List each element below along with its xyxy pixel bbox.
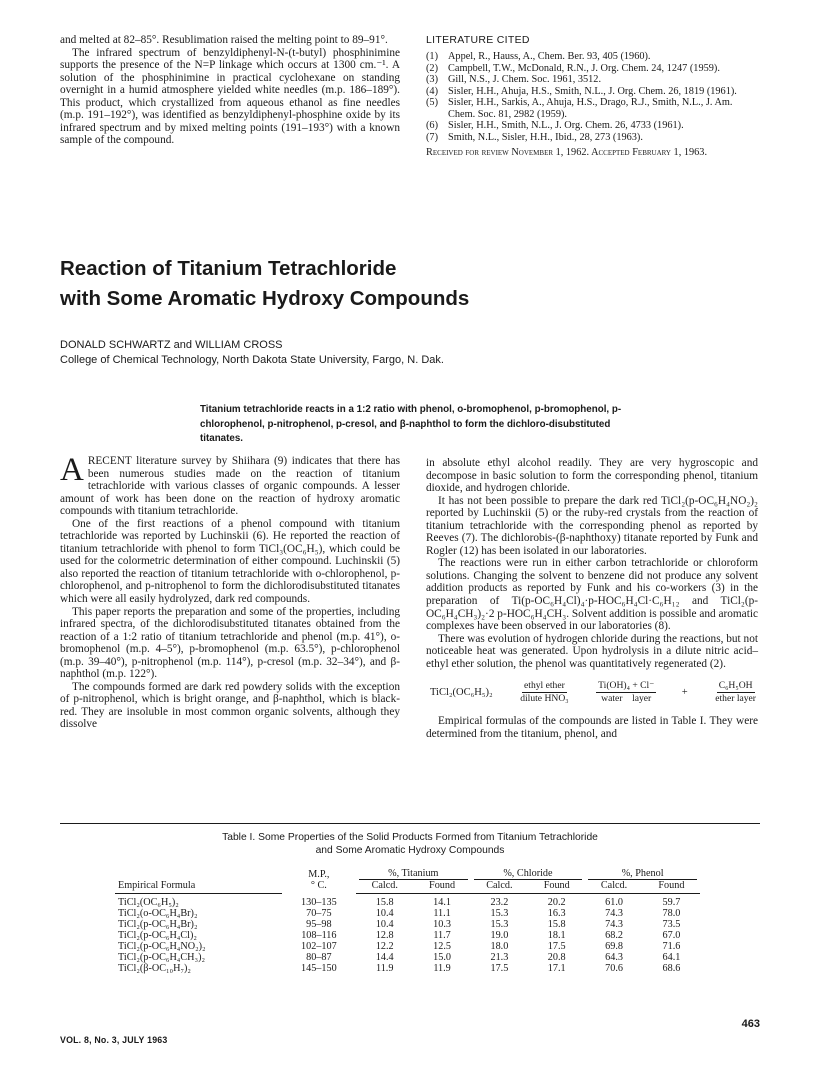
found-header: Found <box>643 880 700 894</box>
reference-text: Sisler, H.H., Smith, N.L., J. Org. Chem. 26, 4733 (1961). <box>448 120 684 131</box>
calcd-header: Calcd. <box>585 880 643 894</box>
equation-water: water <box>601 693 623 705</box>
cell-ph-found: 67.0 <box>662 930 681 941</box>
table-caption <box>60 831 760 857</box>
reference-item <box>426 63 758 75</box>
reference-text: Sisler, H.H., Ahuja, H.S., Smith, N.L., J. Org. Chem. 26, 1819 (1961). <box>448 85 737 97</box>
cell-ti-calcd: 10.4 <box>375 908 394 919</box>
reference-number: (5) <box>426 97 439 108</box>
table-row <box>115 908 700 919</box>
reference-number: (7) <box>426 131 439 143</box>
reference-number: (1) <box>426 51 439 62</box>
cell-cl-calcd: 15.3 <box>490 919 509 930</box>
hydrolysis-equation <box>430 680 758 705</box>
cell-ti-calcd: 10.4 <box>375 919 394 930</box>
literature-cited <box>426 34 758 158</box>
table-row <box>115 930 700 941</box>
cell-formula: TiCl₂(p-OC₆H₄Cl)₂ <box>118 930 197 941</box>
body-paragraph: The reactions were run in either carbon tetrachloride or chloroform solutions. Changing the solvent to benzene did not produce any solvent addition products as reported by Funk and his co-workers (3) in the preparation of Ti(p-OC₆H₄Cl)₄·p-HOC₆H₄Cl·C₆H₁₂ and TiCl₂(p-OC₆H₄CH₃)₂·2 p-HOC₆H₄CH₃. Solvent addition is possible and aromatic complexes have been observed in our laboratories (8). <box>426 557 758 633</box>
body-paragraph: Empirical formulas of the compounds are listed in Table I. They were determined from the titanium, phenol, and <box>426 715 758 740</box>
cell-ph-found: 78.0 <box>662 908 681 919</box>
cell-formula: TiCl₂(β-OC₁₀H₇)₂ <box>118 963 191 974</box>
cell-mp: 130–135 <box>301 896 337 908</box>
table-caption-line: and Some Aromatic Hydroxy Compounds <box>315 845 505 856</box>
cell-ti-found: 11.7 <box>433 930 451 941</box>
table-group-header-row <box>115 868 700 880</box>
mp-header: M.P., <box>308 868 330 880</box>
title-line: Reaction of Titanium Tetrachloride <box>60 257 397 280</box>
table-row <box>115 919 700 930</box>
body-right-column <box>426 457 758 740</box>
cell-ph-found: 73.5 <box>662 919 681 930</box>
reference-item <box>426 132 758 144</box>
reference-text: Campbell, T.W., McDonald, R.N., J. Org. Chem. 24, 1247 (1959). <box>448 62 720 74</box>
reference-text: Appel, R., Hauss, A., Chem. Ber. 93, 405 (1960). <box>448 51 651 62</box>
properties-table <box>115 868 700 974</box>
titanium-group-header: %, Titanium <box>359 868 468 880</box>
reference-item <box>426 97 758 120</box>
reference-item <box>426 74 758 86</box>
body-paragraph: One of the first reactions of a phenol compound with titanium tetrachloride was reported by Luchinskii (6). He reported the reaction of titanium tetrachloride with phenol to form TiCl₃(OC₆H₅), which could be used for the colormetric determination of either compound. Luchinskii (5) also reported the reaction of titanium tetrachloride with o-chlorophenol, p-chlorophenol, and p-nitrophenol to form the dichlorodisubstituted titanates which were all easily hydrolyzed, dark red compounds. <box>60 517 400 606</box>
cell-ph-calcd: 69.8 <box>605 941 623 952</box>
cell-ti-calcd: 15.8 <box>375 897 394 908</box>
cell-ph-calcd: 70.6 <box>605 963 623 974</box>
cell-ph-found: 68.6 <box>662 963 681 974</box>
cell-formula: TiCl₂(o-OC₆H₄Br)₂ <box>118 908 198 919</box>
cell-mp: 95–98 <box>306 919 332 930</box>
equation-product-2 <box>713 680 758 705</box>
cell-cl-found: 17.5 <box>547 941 566 952</box>
reference-number: (3) <box>426 74 439 85</box>
table-row <box>115 894 700 909</box>
reference-text: Gill, N.S., J. Chem. Soc. 1961, 3512. <box>448 74 602 85</box>
cell-mp: 145–150 <box>301 963 337 974</box>
drop-cap: A <box>60 452 84 488</box>
equation-arrow-top: ethyl ether <box>524 680 565 692</box>
formula-header: Empirical Formula <box>115 880 282 894</box>
cell-formula: TiCl₂(p-OC₆H₄Br)₂ <box>118 919 198 930</box>
body-paragraph: The compounds formed are dark red powdery solids with the exception of p-nitrophenol, which is bright orange, and β-naphthol, which is black-red. They are insoluble in most common organic solvents, although they dissolve <box>60 680 400 731</box>
table-row <box>115 952 700 963</box>
reference-item <box>426 51 758 63</box>
cell-ph-found: 64.1 <box>662 952 681 963</box>
cell-ph-found: 71.6 <box>662 941 681 952</box>
cell-cl-calcd: 19.0 <box>490 930 509 941</box>
reference-number: (6) <box>426 120 439 131</box>
equation-layer: layer <box>632 693 652 705</box>
author-affiliation: College of Chemical Technology, North Dakota State University, Fargo, N. Dak. <box>60 354 444 366</box>
equation-reactant: TiCl₂(OC₆H₅)₂ <box>430 686 493 698</box>
cell-ti-calcd: 12.2 <box>375 941 394 952</box>
cell-ti-calcd: 12.8 <box>375 930 394 941</box>
cell-formula: TiCl₂(OC₆H₅)₂ <box>118 897 179 908</box>
body-paragraph: This paper reports the preparation and some of the properties, including infrared spectra, of the dichlorodisubstituted titanates obtained from the reaction of a 1:2 ratio of titanium tetrachloride and phenol (m.p. 41°), o-bromophenol (m.p. 4–5°), p-bromophenol (m.p. 63.5°), p-chlorophenol (m.p. 39–40°), p-nitrophenol (m.p. 114°), p-cresol (m.p. 32–34°), and β-naphthol (m.p. 122°). <box>60 605 400 681</box>
table-subheader-row <box>115 880 700 894</box>
table-row <box>115 963 700 974</box>
cell-ti-calcd: 14.4 <box>375 952 394 963</box>
table-top-rule <box>60 823 760 824</box>
cell-mp: 80–87 <box>306 952 332 963</box>
cell-formula: TiCl₂(p-OC₆H₄CH₃)₂ <box>118 952 206 963</box>
cell-ti-found: 14.1 <box>433 897 451 908</box>
body-paragraph: There was evolution of hydrogen chloride during the reactions, but not noticeable heat was generated. Upon hydrolysis in a dilute nitric acid–ethyl ether solution, the phenol was quantitatively regenerated (2). <box>426 632 758 670</box>
phenol-group-header: %, Phenol <box>588 868 697 880</box>
author-block <box>60 338 680 368</box>
cell-cl-calcd: 17.5 <box>490 963 509 974</box>
found-header: Found <box>528 880 585 894</box>
cell-cl-found: 20.8 <box>547 952 566 963</box>
calcd-header: Calcd. <box>356 880 414 894</box>
cell-cl-found: 15.8 <box>547 919 566 930</box>
body-paragraph: It has not been possible to prepare the dark red TiCl₂(p-OC₆H₄NO₂)₂ reported by Luchinskii (5) or the ruby-red crystals from the reaction of titanium tetrachloride with the corresponding phenol as reported by Reeves (7). The dichlorobis-(β-naphthoxy) titanate reported by Funk and Rogler (12) has been isolated in our laboratories. <box>426 494 758 557</box>
cell-ph-calcd: 74.3 <box>605 919 623 930</box>
equation-product-2-bottom: ether layer <box>715 693 756 705</box>
cell-cl-calcd: 23.2 <box>490 897 509 908</box>
cell-cl-calcd: 15.3 <box>490 908 509 919</box>
cell-cl-found: 20.2 <box>547 897 566 908</box>
article-title <box>60 254 660 314</box>
equation-plus: + <box>681 686 688 698</box>
reference-item <box>426 86 758 98</box>
mp-unit-header: ° C. <box>310 880 327 892</box>
cell-cl-calcd: 21.3 <box>490 952 509 963</box>
journal-footer: VOL. 8, No. 3, JULY 1963 <box>60 1035 168 1045</box>
reference-text: Sisler, H.H., Sarkis, A., Ahuja, H.S., Drago, R.J., Smith, N.L., J. Am. Chem. Soc. 81, 2982 (1959). <box>448 97 733 120</box>
equation-product-1-top: Ti(OH)₄ + Cl⁻ <box>598 680 655 692</box>
cell-cl-calcd: 18.0 <box>490 941 509 952</box>
reference-number: (4) <box>426 85 439 97</box>
body-left-column <box>60 452 400 731</box>
continuation-paragraph: and melted at 82–85°. Resublimation raised the melting point to 89–91°. <box>60 34 388 46</box>
cell-cl-found: 16.3 <box>547 908 566 919</box>
cell-cl-found: 17.1 <box>547 963 566 974</box>
received-date: Received for review November 1, 1962. Accepted February 1, 1963. <box>426 147 708 158</box>
cell-ph-calcd: 74.3 <box>605 908 623 919</box>
body-paragraph-text: RECENT literature survey by Shiihara (9) indicates that there has been numerous studies made on the reaction of titanium tetrachloride with various classes of organic compounds. A lesser amount of work has been done on the reaction of hydroxy aromatic compounds with titanium tetrachloride. <box>60 455 400 518</box>
equation-product-2-top: C₆H₅OH <box>718 680 753 692</box>
continuation-paragraph: The infrared spectrum of benzyldiphenyl-N-(t-butyl) phosphinimine supports the presence of the N=P linkage which occurs at 1300 cm.⁻¹. A solution of the phosphinimine in practical cyclohexane on standing overnight in a humid atmosphere yielded white needles (m.p. 186–189°). This product, which crystallized from aqueous ethanol as fine needles (m.p. 191–192°), was identified as benzyldiphenyl-phosphine oxide by its infrared spectrum and by mixed melting points (191–193°) with a known sample of the compound. <box>60 46 400 147</box>
table-row <box>115 941 700 952</box>
title-line: with Some Aromatic Hydroxy Compounds <box>60 287 470 310</box>
literature-heading: LITERATURE CITED <box>426 34 530 46</box>
reference-number: (2) <box>426 62 439 74</box>
cell-ti-found: 11.9 <box>433 963 451 974</box>
cell-ph-calcd: 61.0 <box>605 897 623 908</box>
cell-mp: 102–107 <box>301 941 337 952</box>
calcd-header: Calcd. <box>471 880 529 894</box>
cell-ti-found: 15.0 <box>433 952 451 963</box>
cell-ti-found: 10.3 <box>433 919 451 930</box>
continuation-text <box>60 34 400 147</box>
equation-product-1-bottom <box>599 693 653 705</box>
cell-ti-calcd: 11.9 <box>376 963 394 974</box>
table-caption-line: Table I. Some Properties of the Solid Products Formed from Titanium Tetrachloride <box>222 832 598 843</box>
cell-mp: 70–75 <box>306 908 332 919</box>
equation-product-1 <box>596 680 656 705</box>
equation-arrow <box>518 680 570 705</box>
page-number: 463 <box>741 1018 760 1030</box>
cell-ph-calcd: 68.2 <box>605 930 623 941</box>
found-header: Found <box>414 880 471 894</box>
cell-ti-found: 11.1 <box>433 908 451 919</box>
abstract: Titanium tetrachloride reacts in a 1:2 ratio with phenol, o-bromophenol, p-bromophenol, p-chlorophenol, p-nitrophenol, p-cresol, and β-naphthol to form the dichloro-disubstituted titanates. <box>200 404 622 444</box>
table-body <box>115 894 700 975</box>
cell-mp: 108–116 <box>301 930 337 941</box>
reference-text: Smith, N.L., Sisler, H.H., Ibid., 28, 273 (1963). <box>448 131 643 143</box>
cell-ph-calcd: 64.3 <box>605 952 623 963</box>
equation-arrow-bottom: dilute HNO₃ <box>520 693 569 705</box>
body-paragraph: in absolute ethyl alcohol readily. They are very hygroscopic and decompose in basic solution to form the corresponding phenol, titanium dioxide, and hydrogen chloride. <box>426 457 758 495</box>
cell-ph-found: 59.7 <box>662 897 681 908</box>
cell-ti-found: 12.5 <box>433 941 451 952</box>
author-names: DONALD SCHWARTZ and WILLIAM CROSS <box>60 339 283 351</box>
reference-item <box>426 120 758 132</box>
body-paragraph <box>60 452 400 518</box>
cell-cl-found: 18.1 <box>547 930 566 941</box>
cell-formula: TiCl₂(p-OC₆H₄NO₂)₂ <box>118 941 206 952</box>
chloride-group-header: %, Chloride <box>474 868 583 880</box>
